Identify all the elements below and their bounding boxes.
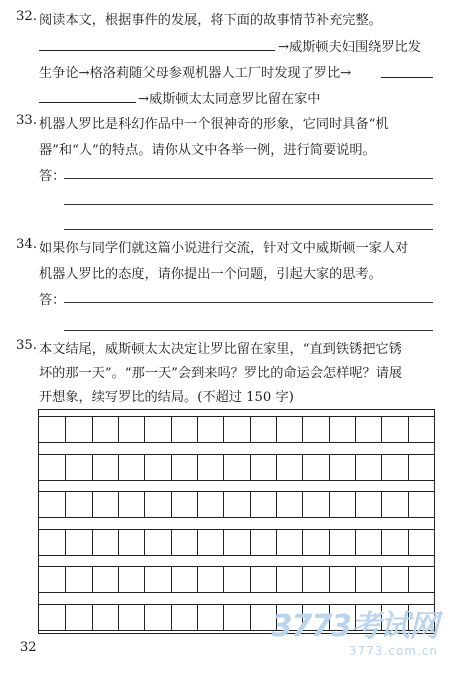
grid-cell-divider: [355, 567, 356, 592]
grid-cell-divider: [197, 567, 198, 592]
q34-prompt-line2: 机器人罗比的态度，请你提出一个问题，引起大家的思考。: [39, 267, 382, 282]
grid-row[interactable]: [39, 566, 434, 593]
watermark-logo: [271, 609, 439, 658]
grid-cell-divider: [329, 530, 330, 555]
grid-cell-divider: [223, 417, 224, 442]
grid-cell-divider: [302, 455, 303, 480]
grid-cell-divider: [250, 417, 251, 442]
q33-answer-line-2[interactable]: [64, 204, 433, 205]
q35-prompt-line1: 本文结尾，威斯顿太太决定让罗比留在家里，“直到铁锈把它锈: [39, 342, 402, 357]
grid-cell-divider: [171, 417, 172, 442]
q34-answer-line-2[interactable]: [64, 330, 433, 331]
grid-cell-divider: [171, 530, 172, 555]
grid-cell-divider: [223, 567, 224, 592]
q32-line3-text: 生争论→格洛莉随父母参观机器人工厂时发现了罗比→: [39, 66, 352, 81]
grid-cell-divider: [118, 530, 119, 555]
grid-cell-divider: [302, 417, 303, 442]
q32-prompt: 阅读本文，根据事件的发展，将下面的故事情节补充完整。: [39, 13, 382, 28]
grid-row[interactable]: [39, 454, 434, 481]
q34-number: 34.: [16, 237, 37, 252]
grid-cell-divider: [144, 492, 145, 517]
grid-cell-divider: [408, 417, 409, 442]
grid-cell-divider: [302, 567, 303, 592]
grid-cell-divider: [276, 530, 277, 555]
grid-cell-divider: [355, 455, 356, 480]
grid-cell-divider: [171, 492, 172, 517]
grid-cell-divider: [381, 417, 382, 442]
grid-cell-divider: [197, 530, 198, 555]
grid-cell-divider: [92, 417, 93, 442]
grid-cell-divider: [250, 455, 251, 480]
grid-cell-divider: [329, 455, 330, 480]
grid-cell-divider: [144, 567, 145, 592]
grid-cell-divider: [276, 492, 277, 517]
grid-cell-divider: [144, 455, 145, 480]
grid-cell-divider: [276, 567, 277, 592]
grid-cell-divider: [65, 567, 66, 592]
grid-cell-divider: [355, 492, 356, 517]
q32-line2-text: →威斯顿夫妇围绕罗比发: [278, 40, 421, 55]
grid-cell-divider: [118, 492, 119, 517]
grid-cell-divider: [65, 417, 66, 442]
q33-answer-label: 答：: [39, 169, 66, 184]
grid-cell-divider: [171, 605, 172, 630]
grid-cell-divider: [118, 417, 119, 442]
q33-answer-line-1[interactable]: [64, 178, 433, 179]
grid-cell-divider: [381, 492, 382, 517]
grid-cell-divider: [408, 567, 409, 592]
page-number: 32: [20, 640, 37, 655]
grid-cell-divider: [92, 530, 93, 555]
grid-cell-divider: [329, 567, 330, 592]
grid-cell-divider: [223, 530, 224, 555]
grid-cell-divider: [65, 530, 66, 555]
grid-cell-divider: [223, 455, 224, 480]
q35-prompt-line2: 坏的那一天”。“那一天”会到来吗？罗比的命运会怎样呢？请展: [39, 366, 403, 381]
grid-cell-divider: [276, 417, 277, 442]
q32-blank-3[interactable]: [39, 102, 136, 103]
q32-blank-1[interactable]: [39, 50, 275, 51]
grid-cell-divider: [381, 567, 382, 592]
grid-cell-divider: [144, 530, 145, 555]
q33-prompt-line2: 器”和“人”的特点。请你从文中各举一例，进行简要说明。: [39, 143, 376, 158]
grid-cell-divider: [171, 455, 172, 480]
grid-cell-divider: [197, 605, 198, 630]
q34-answer-label: 答：: [39, 293, 66, 308]
grid-cell-divider: [118, 455, 119, 480]
grid-cell-divider: [171, 567, 172, 592]
writing-grid[interactable]: [38, 409, 435, 634]
q34-prompt-line1: 如果你与同学们就这篇小说进行交流，针对文中威斯顿一家人对: [39, 241, 409, 256]
grid-row[interactable]: [39, 491, 434, 518]
grid-cell-divider: [250, 530, 251, 555]
grid-cell-divider: [302, 492, 303, 517]
grid-cell-divider: [92, 455, 93, 480]
grid-cell-divider: [250, 492, 251, 517]
grid-cell-divider: [92, 605, 93, 630]
grid-cell-divider: [329, 492, 330, 517]
grid-cell-divider: [408, 492, 409, 517]
q33-prompt-line1: 机器人罗比是科幻作品中一个很神奇的形象，它同时具备“机: [39, 117, 389, 132]
q34-answer-line-1[interactable]: [64, 302, 433, 303]
q32-line4-text: →威斯顿太太同意罗比留在家中: [138, 92, 321, 107]
q33-answer-line-3[interactable]: [64, 229, 433, 230]
q32-blank-2[interactable]: [381, 77, 433, 78]
grid-cell-divider: [381, 530, 382, 555]
q33-number: 33.: [16, 113, 37, 128]
grid-cell-divider: [144, 605, 145, 630]
watermark-logo-text: 3773考试网: [271, 609, 438, 644]
grid-cell-divider: [250, 567, 251, 592]
grid-row[interactable]: [39, 529, 434, 556]
q35-prompt-line3: 开想象，续写罗比的结局。(不超过 150 字): [39, 390, 294, 405]
grid-cell-divider: [302, 530, 303, 555]
grid-row[interactable]: [39, 416, 434, 443]
watermark-url: 3773.com.cn: [349, 644, 438, 658]
grid-cell-divider: [197, 492, 198, 517]
grid-cell-divider: [276, 455, 277, 480]
grid-cell-divider: [197, 455, 198, 480]
grid-cell-divider: [92, 492, 93, 517]
grid-cell-divider: [197, 417, 198, 442]
grid-cell-divider: [408, 455, 409, 480]
grid-cell-divider: [223, 492, 224, 517]
grid-cell-divider: [65, 492, 66, 517]
grid-cell-divider: [355, 530, 356, 555]
grid-cell-divider: [144, 417, 145, 442]
grid-cell-divider: [250, 605, 251, 630]
grid-cell-divider: [118, 605, 119, 630]
grid-cell-divider: [329, 417, 330, 442]
grid-cell-divider: [92, 567, 93, 592]
grid-cell-divider: [355, 417, 356, 442]
grid-cell-divider: [65, 605, 66, 630]
grid-cell-divider: [65, 455, 66, 480]
grid-cell-divider: [408, 530, 409, 555]
grid-cell-divider: [118, 567, 119, 592]
grid-cell-divider: [223, 605, 224, 630]
q32-number: 32.: [16, 9, 37, 24]
grid-cell-divider: [381, 455, 382, 480]
q35-number: 35.: [16, 338, 37, 353]
